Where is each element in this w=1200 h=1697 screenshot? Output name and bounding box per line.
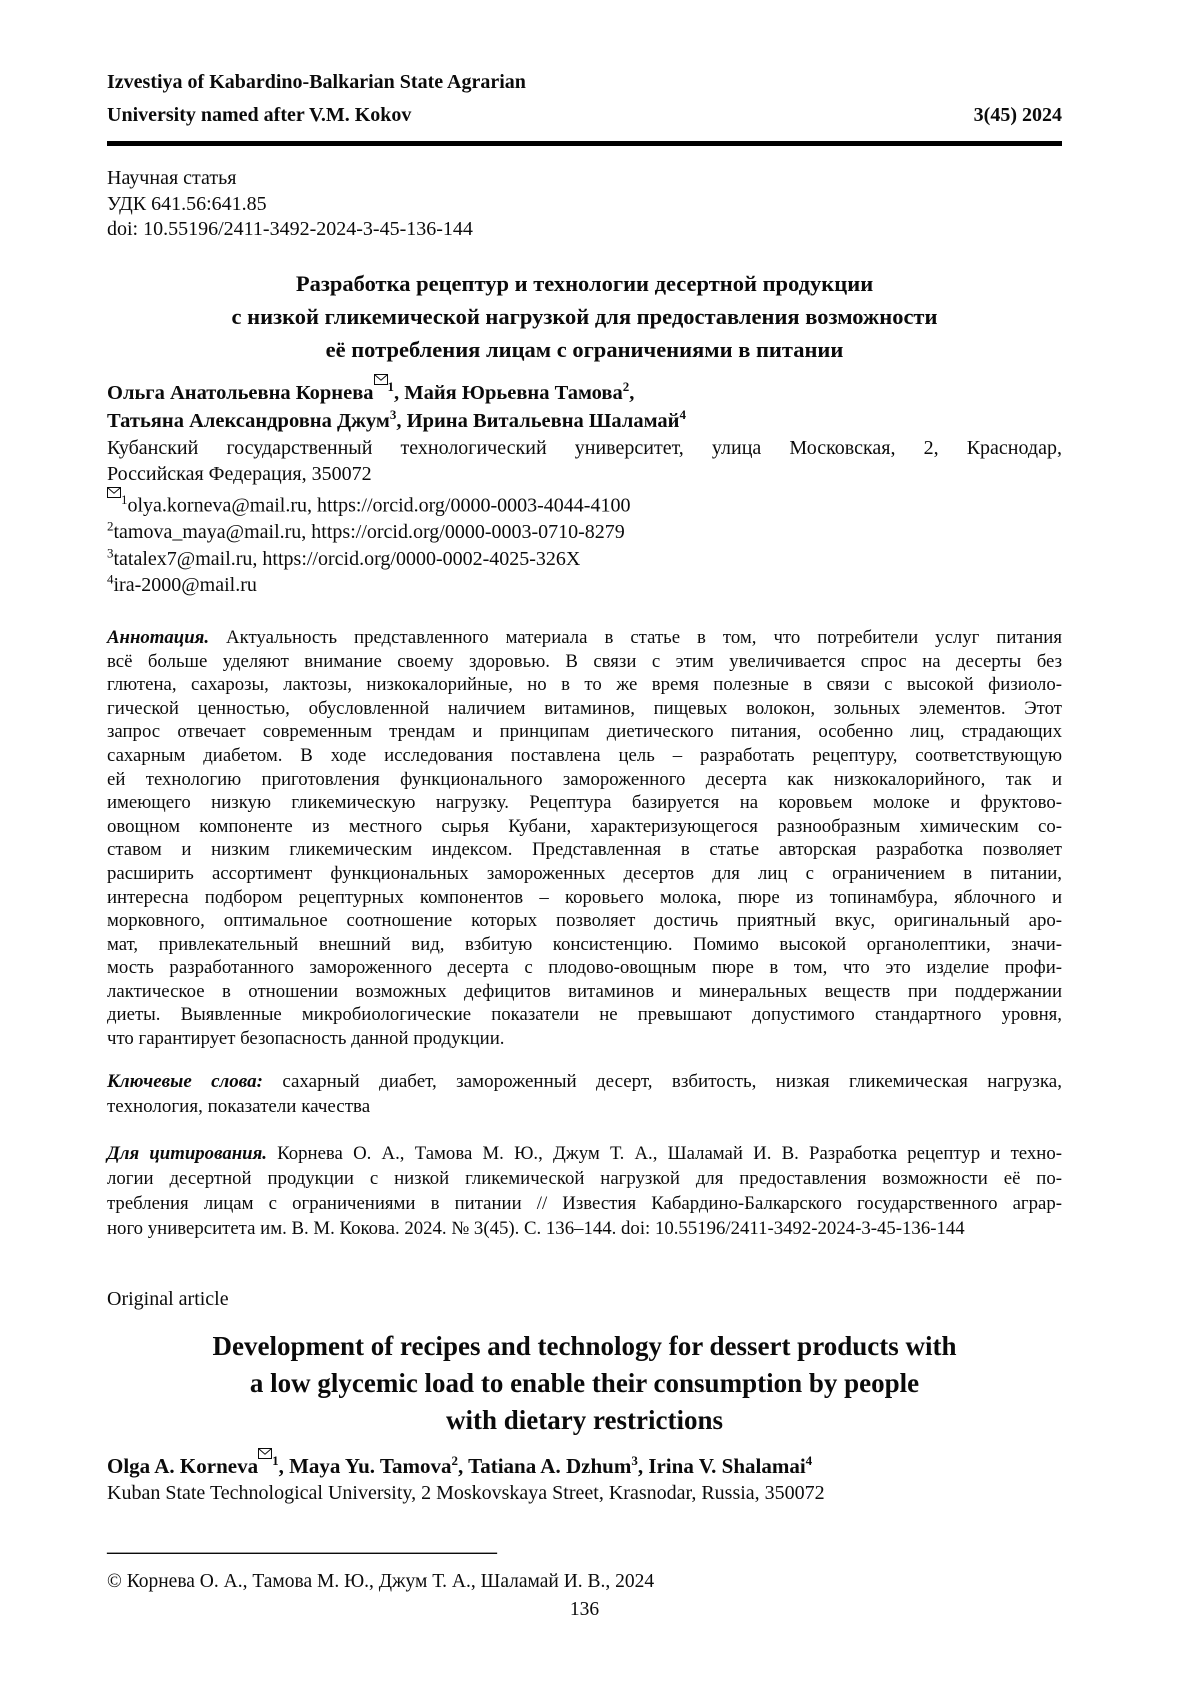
contact-marker: 4 (107, 571, 114, 587)
text-line: Разработка рецептур и технологии десертной продукции (295, 270, 874, 296)
author-shalamai-ru: Ирина Витальевна Шаламай (406, 410, 680, 433)
text-line: with dietary restrictions (446, 1404, 723, 1435)
contacts (107, 487, 1062, 599)
text-line: логии десертной продукции с низкой гликемической нагрузкой для предоставления возможности её по- (107, 1167, 1062, 1189)
journal-name (107, 66, 526, 132)
text-line: лактическое в отношении возможных дефицитов витаминов и минеральных веществ при поддержании (107, 980, 1062, 1002)
text-line: диеты. Выявленные микробиологические показатели не превышают допустимого стандартного уровня, (107, 1004, 1062, 1026)
author-marker: 3 (631, 1452, 638, 1468)
author-marker: 4 (679, 407, 686, 423)
journal-header (107, 66, 1062, 132)
text-line: овощном компоненте из местного сырья Кубани, характеризующегося разнообразным химическим со- (107, 815, 1062, 837)
text-line: интересна подбором рецептурных компонентов – коровьего молока, пюре из топинамбура, яблочного и (107, 886, 1062, 908)
separator: , (629, 381, 635, 404)
affiliation-en: Kuban State Technological University, 2 Moskovskaya Street, Krasnodar, Russia, 350072 (107, 1481, 825, 1504)
text-line: гической ценностью, обусловленной наличием витаминов, пищевых волокон, зольных элементов. Этот (107, 697, 1062, 719)
text-line: a low glycemic load to enable their consumption by people (249, 1367, 920, 1398)
text-line: глютена, сахарозы, лактозы, низкокалорийные, но в то же время полезные в связи с высокой физиоло- (107, 674, 1062, 696)
text-line: всё больше уделяют внимание своему здоровью. В связи с этим увеличивается спрос на десерты без (107, 650, 1062, 672)
author-korneva-ru: Ольга Анатольевна Корнева (107, 381, 374, 404)
separator: , (278, 1453, 290, 1478)
contact-line-2 (107, 519, 1062, 546)
separator: , (458, 1453, 469, 1478)
text-line: мат, привлекательный внешний вид, взбитую консистенцию. Помимо высокой органолептики, значи- (107, 933, 1062, 955)
text-line: Development of recipes and technology for dessert products with (212, 1330, 957, 1361)
text-line: ей технологию приготовления функционального замороженного десерта как низкокалорийного, так и (107, 768, 1062, 790)
contact-marker: 3 (107, 545, 114, 561)
text-line: запрос отвечает современным трендам и принципам диетического питания, особенно лиц, страдающих (107, 721, 1062, 743)
separator: , (637, 1453, 649, 1478)
text-line: Кубанский государственный технологический университет, улица Московская, 2, Краснодар, (107, 437, 1062, 460)
paragraph-lead: Ключевые слова: (107, 1070, 283, 1092)
authors-ru-line2 (107, 407, 1062, 436)
author-marker: 2 (622, 378, 630, 394)
authors-ru (107, 374, 1062, 437)
text-line: ного университета им. В. М. Кокова. 2024. № 3(45). С. 136–144. doi: 10.55196/2411-3492-2024-3-45-136-144 (107, 1217, 965, 1239)
article-title-ru (107, 267, 1062, 366)
paragraph-lead: Для цитирования. (107, 1142, 278, 1164)
contact-email-orcid: tamova_maya@mail.ru, https://orcid.org/0000-0003-0710-8279 (113, 521, 625, 544)
text-line: ставом и низким гликемическим индексом. Представленная в статье авторская разработка позволяет (107, 839, 1062, 861)
page-number: 136 (569, 1598, 600, 1620)
journal-name-line2: University named after V.M. Kokov (107, 104, 412, 126)
text-line: технология, показатели качества (107, 1095, 371, 1117)
paragraph-lead: Аннотация. (107, 626, 227, 648)
contact-line-4 (107, 572, 1062, 599)
envelope-icon (374, 379, 388, 394)
separator: , (394, 381, 405, 404)
text-line: её потребления лицам с ограничениями в питании (325, 336, 844, 362)
envelope-icon (107, 492, 121, 507)
text-line: Ключевые слова: сахарный диабет, замороженный десерт, взбитость, низкая гликемическая нагрузка, (107, 1070, 1062, 1092)
separator: , (396, 410, 407, 433)
text-line: с низкой гликемической нагрузкой для предоставления возможности (231, 303, 938, 329)
text-line: имеющего низкую гликемическую нагрузку. Рецептура базируется на коровьем молоке и фруктово- (107, 792, 1062, 814)
footnote-separator: _______________________________________ (107, 1533, 497, 1556)
contact-line-1 (107, 487, 1062, 519)
journal-name-line1: Izvestiya of Kabardino-Balkarian State Agrarian (107, 71, 526, 93)
text-line: морковного, оптимальное соотношение которых позволяет достичь приятный вкус, оригинальный аро- (107, 910, 1062, 932)
contact-email-orcid: olya.korneva@mail.ru, https://orcid.org/0000-0003-4044-4100 (127, 494, 631, 517)
author-dzhum-ru: Татьяна Александровна Джум (107, 410, 390, 433)
keywords (107, 1069, 1062, 1119)
authors-en (107, 1448, 1062, 1480)
text-line: мость разработанного замороженного десерта с плодово-овощным пюре в том, что это изделие профи- (107, 957, 1062, 979)
contact-email: ira-2000@mail.ru (113, 574, 257, 597)
author-marker: 4 (805, 1452, 813, 1468)
author-marker: 3 (389, 407, 397, 423)
author-dzhum-en: Tatiana A. Dzhum (468, 1453, 632, 1478)
udc-code: УДК 641.56:641.85 (107, 192, 267, 215)
author-marker: 2 (451, 1452, 458, 1468)
contact-marker: 1 (121, 492, 128, 508)
citation (107, 1141, 1062, 1241)
doi-line: doi: 10.55196/2411-3492-2024-3-45-136-144 (107, 218, 473, 240)
text-line: сахарным диабетом. В ходе исследования поставлена цель – разработать рецептуру, соответствующую (107, 744, 1062, 766)
authors-ru-line1 (107, 374, 1062, 408)
issue-number: 3(45) 2024 (973, 104, 1062, 126)
author-marker: 1 (272, 1452, 279, 1468)
article-type-label: Научная статья (107, 167, 237, 189)
author-korneva-en: Olga A. Korneva (107, 1453, 259, 1478)
author-tamova-en: Maya Yu. Tamova (289, 1453, 452, 1478)
copyright-line: © Корнева О. А., Тамова М. Ю., Джум Т. А., Шаламай И. В., 2024 (107, 1570, 655, 1592)
article-title-en (107, 1328, 1062, 1439)
contact-marker: 2 (107, 518, 114, 534)
author-shalamai-en: Irina V. Shalamai (648, 1453, 806, 1478)
text-line: Российская Федерация, 350072 (107, 462, 372, 485)
author-marker: 1 (387, 378, 395, 394)
contact-email-orcid: tatalex7@mail.ru, https://orcid.org/0000-0002-4025-326X (113, 547, 581, 570)
abstract (107, 626, 1062, 1051)
text-line: требления лицам с ограничениями в питании // Известия Кабардино-Балкарского государственного аграр- (107, 1192, 1062, 1214)
affiliation-ru (107, 436, 1062, 487)
contact-line-3 (107, 546, 1062, 573)
text-line: Аннотация. Актуальность представленного материала в статье в том, что потребители услуг питания (107, 626, 1062, 648)
text-line: расширить ассортимент функциональных замороженных десертов для лиц с ограничением в питании, (107, 862, 1062, 884)
author-tamova-ru: Майя Юрьевна Тамова (404, 381, 623, 404)
original-article-label: Original article (107, 1287, 229, 1310)
header-rule (107, 141, 1062, 146)
envelope-icon (258, 1453, 272, 1468)
text-line: Для цитирования. Корнева О. А., Тамова М. Ю., Джум Т. А., Шаламай И. В. Разработка рецептур и техно- (107, 1142, 1062, 1164)
text-line: что гарантирует безопасность данной продукции. (107, 1028, 505, 1050)
article-meta (107, 166, 1062, 243)
